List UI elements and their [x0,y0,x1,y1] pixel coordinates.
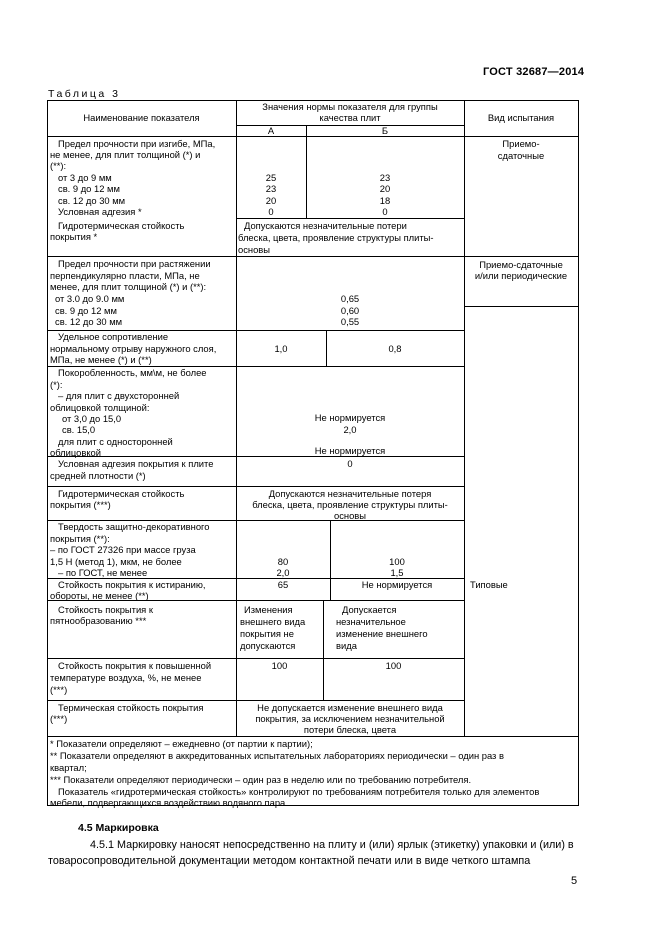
hydro-name: покрытия * [50,231,98,242]
table-note: Показатель «гидротермическая стойкость» контролируют по требованиям потребителя только для элементов [58,786,540,797]
abrasion-name: обороты, не менее (**) [50,590,149,601]
hydro-value: блеска, цвета, проявление структуры плиты- [238,232,434,243]
header-group-a: А [267,125,275,136]
thermal-name: (***) [50,713,68,724]
tensile-name: Предел прочности при растяжении [58,258,211,269]
table-note: мебели, подвергающихся воздействию водяного пара. [50,797,288,808]
stain-value-a: допускаются [240,640,296,651]
bending-row-label: св. 12 до 30 мм [58,195,126,206]
hardness-name: – по ГОСТ, не менее [58,567,148,578]
hardness-name: покрытия (**): [50,533,110,544]
tensile-row-label: св. 12 до 30 мм [55,316,123,327]
table-note: * Показатели определяют – ежедневно (от партии к партии); [50,738,313,749]
warp-value: Не нормируется [314,445,386,456]
section-paragraph: товаросопроводительной документации методом контактной печати или в виде четкого штампа [48,855,531,867]
header-values-1: Значения нормы показателя для группы [262,101,438,112]
table-caption: Таблица 3 [48,88,121,100]
hardness-value-a: 2,0 [276,567,290,578]
table-note: квартал; [50,762,87,773]
warp-value: Не нормируется [314,412,386,423]
warp-name: облицовкой [50,447,101,458]
bending-value-a: 23 [265,183,277,194]
bending-name-1: Предел прочности при изгибе, МПа, [58,138,216,149]
adhesion-value-a: 0 [268,206,274,217]
hardness-value-a: 80 [277,556,289,567]
warp-value: 2,0 [343,424,357,435]
stain-name: Стойкость покрытия к [58,604,153,615]
abrasion-value-b: Не нормируется [361,579,433,590]
warp-name: – для плит с двухсторонней [58,390,180,401]
thermal-value: потери блеска, цвета [303,724,397,735]
resistance-name: нормальному отрыву наружного слоя, [50,343,217,354]
tensile-value: 0,65 [340,293,360,304]
adhesion-value: 0 [347,458,353,469]
bending-row-label: от 3 до 9 мм [58,172,112,183]
tensile-name: перпендикулярно пласти, МПа, не [50,270,200,281]
stain-value-b: Допускается [342,604,397,615]
tensile-value: 0,60 [340,305,360,316]
hardness-name: – по ГОСТ 27326 при массе груза [50,544,196,555]
resistance-value-a: 1,0 [274,343,288,354]
bending-value-b: 23 [379,172,391,183]
adhesion-label: Условная адгезия * [58,206,142,217]
stain-value-b: изменение внешнего [336,628,428,639]
abrasion-name: Стойкость покрытия к истиранию, [58,579,206,590]
heat-name: температуре воздуха, %, не менее [50,672,202,683]
bending-value-a: 20 [265,195,277,206]
warp-name: Покоробленность, мм\м, не более [58,367,207,378]
hydro2-value: блеска, цвета, проявление структуры плиты- [252,499,448,510]
heat-name: Стойкость покрытия к повышенной [58,660,212,671]
bending-value-a: 25 [265,172,277,183]
bending-value-b: 18 [379,195,391,206]
header-test: Вид испытания [487,112,555,123]
table-note: *** Показатели определяют периодически – один раз в неделю или по требованию потребителя. [50,774,472,785]
stain-value-b: незначительное [336,616,406,627]
tensile-value: 0,55 [340,316,360,327]
warp-name: для плит с односторонней [58,436,173,447]
thermal-value: Не допускается изменение внешнего вида [257,702,443,713]
heat-value-b: 100 [385,660,402,671]
table-note: ** Показатели определяют в аккредитованных испытательных лабораториях периодически – один раз в [50,750,504,761]
hydro-value: Допускаются незначительные потери [244,220,407,231]
hydro2-value: Допускаются незначительные потеря [268,488,432,499]
adhesion-name: средней плотности (*) [50,470,146,481]
stain-value-a: Изменения [244,604,293,615]
standard-number: ГОСТ 32687—2014 [483,66,585,78]
hydro-name: Гидротермическая стойкость [58,220,185,231]
hardness-name: Твердость защитно-декоративного [58,521,210,532]
adhesion-value-b: 0 [382,206,388,217]
header-group-b: Б [381,125,389,136]
test-type-2: и/или периодические [474,270,568,281]
abrasion-value-a: 65 [277,579,289,590]
test-type-1: Приемо- [502,138,540,149]
warp-name: облицовкой толщиной: [50,402,150,413]
bending-value-b: 20 [379,183,391,194]
warp-name: св. 15,0 [62,424,96,435]
bending-name-3: (**): [50,160,67,171]
stain-value-a: внешнего вида [240,616,306,627]
bending-row-label: св. 9 до 12 мм [58,183,120,194]
resistance-value-b: 0,8 [388,343,402,354]
warp-name: (*): [50,379,63,390]
page-number: 5 [571,875,578,887]
thermal-name: Термическая стойкость покрытия [58,702,204,713]
hydro2-name: Гидротермическая стойкость [58,488,185,499]
header-name: Наименование показателя [83,112,200,123]
hardness-name: 1,5 Н (метод 1), мкм, не более [50,556,182,567]
stain-value-b: вида [336,640,357,651]
stain-value-a: покрытия не [240,628,294,639]
tensile-row-label: св. 9 до 12 мм [55,305,117,316]
test-type-3: Типовые [470,579,508,590]
heat-value-a: 100 [271,660,288,671]
section-paragraph: 4.5.1 Маркировку наносят непосредственно на плиту и (или) ярлык (этикетку) упаковки и (или) в [90,839,574,851]
header-values-2: качества плит [319,112,381,123]
hardness-value-b: 1,5 [390,567,404,578]
heat-name: (***) [50,684,68,695]
resistance-name: МПа, не менее (*) и (**) [50,354,152,365]
hydro2-value: основы [333,510,366,521]
adhesion-name: Условная адгезия покрытия к плите [58,458,214,469]
test-type-2: Приемо-сдаточные [479,259,563,270]
thermal-value: покрытия, за исключением незначительной [255,713,445,724]
hydro2-name: покрытия (***) [50,499,111,510]
bending-name-2: не менее, для плит толщиной (*) и [50,149,201,160]
test-type-1: сдаточные [497,150,545,161]
section-heading: 4.5 Маркировка [78,822,159,834]
hardness-value-b: 100 [389,556,405,567]
warp-name: от 3,0 до 15,0 [62,413,122,424]
resistance-name: Удельное сопротивление [58,331,169,342]
tensile-row-label: от 3.0 до 9.0 мм [55,293,125,304]
hydro-value: основы [238,244,271,255]
stain-name: пятнообразованию *** [50,615,147,626]
tensile-name: менее, для плит толщиной (*) и (**): [50,281,207,292]
